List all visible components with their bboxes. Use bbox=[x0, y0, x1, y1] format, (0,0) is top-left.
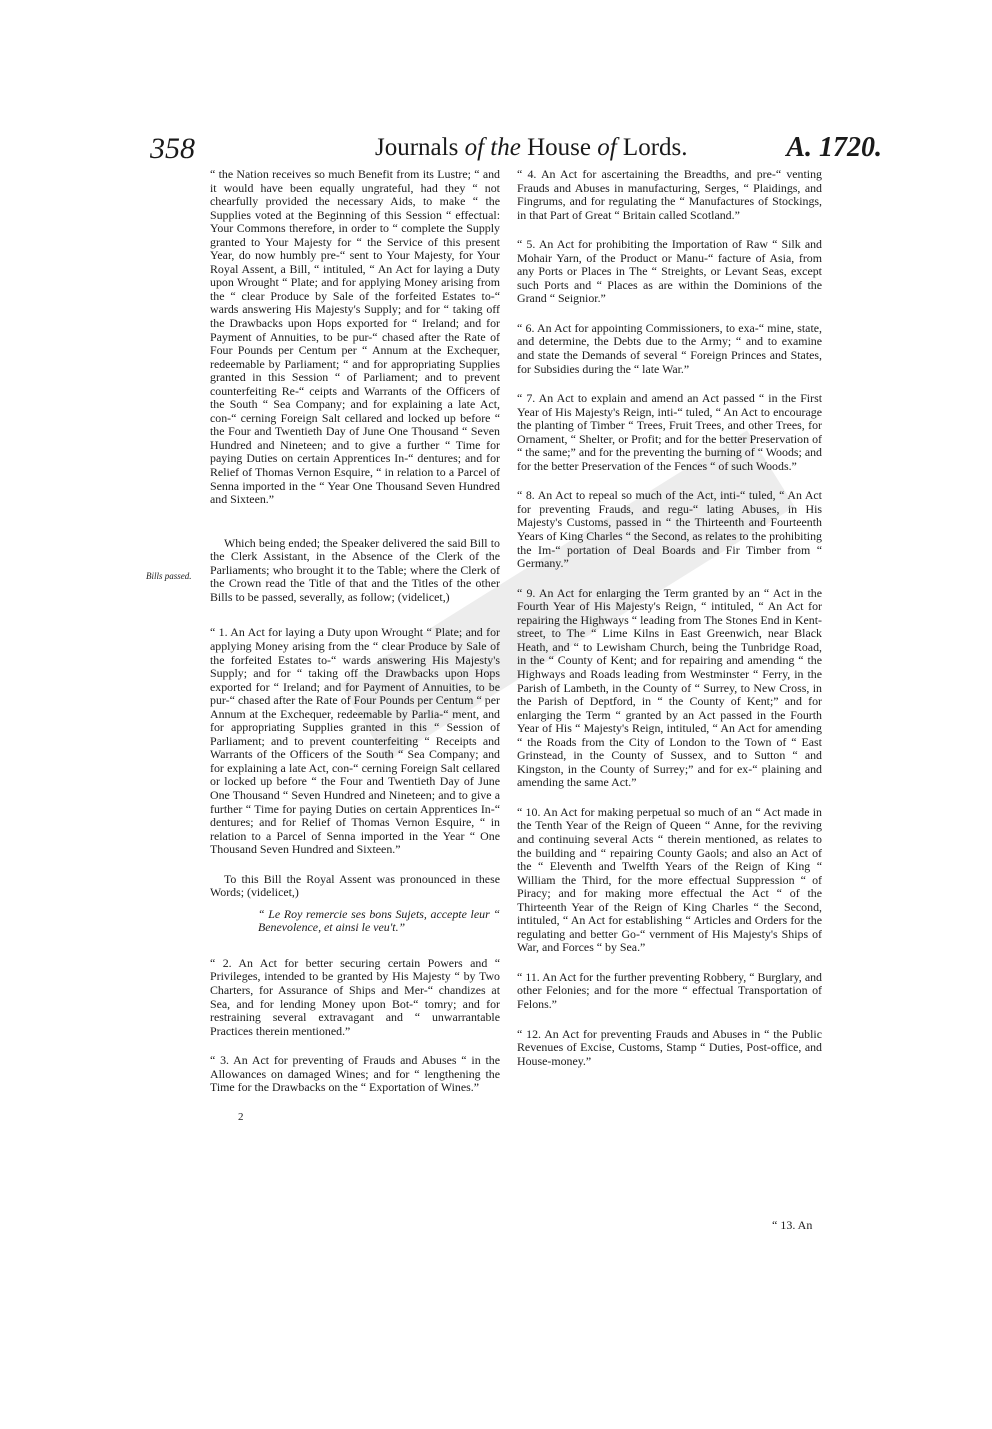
catchword: “ 13. An bbox=[772, 1218, 813, 1232]
act-9: “ 9. An Act for enlarging the Term granted by an “ Act in the Fourth Year of His Majesty's Reign, “ intituled, “ An Act for repairing the Highways “ leading from The Stones End in Kent-street, to The “ Lime Kilns in East Greenwich, near Black Heath, and “ to Lewisham Church, being the Tunbridge Road, in the “ County of Kent; and for repairing and amending “ the Highways and Roads leading from Westminster “ Ferry, in the Parish of Lambeth, in the County of “ Surrey, to New Cross, in the Parish of Deptford, in “ the County of Kent;” and for enlarging the Term “ granted by an Act passed in the Fourth Year of His “ Majesty's Reign, intituled, “ An Act for amending “ the Roads from the City of London to the Town of “ East Grinstead, in the County of Sussex, and to Sutton “ and Kingston, in the County of Surrey;” and for ex-“ plaining and amending the same Act.” bbox=[517, 585, 822, 790]
act-3: “ 3. An Act for preventing of Frauds and Abuses “ in the Allowances on damaged Wines; and for “ lengthening the Time for the Drawbacks on the “ Exportation of Wines.” bbox=[210, 1053, 500, 1095]
act-8: “ 8. An Act to repeal so much of the Act, inti-“ tuled, “ An Act for preventing Frauds, and regu-“ lating Abuses, in His Majesty's Customs, passed in “ the Thirteenth and Fourteenth Years of King Charles “ the Second, as relates to the prohibiting the Im-“ portation of Deal Boards and Fir Timber from “ Germany.” bbox=[517, 488, 822, 571]
act-10: “ 10. An Act for making perpetual so much of an “ Act made in the Tenth Year of the Reign of Queen “ Anne, for the reviving and continuing several Acts “ therein mentioned, as relates to the building and “ repairing County Gaols; and also an Act of the “ Eleventh and Twelfth Years of the Reign of King “ William the Third, for the more effectual Suppression “ of Piracy; and for making more effectual the Act “ of the Thirteenth Year of the Reign of King Charles “ the Second, intituled, “ An Act for establishing “ Articles and Orders for the regulating and better Go-“ vernment of His Majesty's Ships of War, and Forces “ by Sea.” bbox=[517, 804, 822, 955]
act-2: “ 2. An Act for better securing certain Powers and “ Privileges, intended to be granted by His Majesty “ by Two Charters, for Assurance of Ships and Mer-“ chandizes at Sea, and for lending Money upon Bot-“ tomry; and for restraining several extravagant and “ unwarrantable Practices therein mentioned.” bbox=[210, 955, 500, 1038]
act-7: “ 7. An Act to explain and amend an Act passed “ in the First Year of His Majesty's Reign, inti-“ tuled, “ An Act to encourage the planting of Timber “ Trees, Fruit Trees, and other Trees, for Ornament, “ Shelter, or Profit; and for the better Preservation of “ the same;” and for the preventing the burning of “ Woods; and for the better Preservation of the Fences “ of such Woods.” bbox=[517, 391, 822, 473]
act-6: “ 6. An Act for appointing Commissioners, to exa-“ mine, state, and determine, the Debts due to the Army; “ and to examine and state the Demands of several “ Foreign Princes and States, for Subsidies during the “ late War.” bbox=[517, 320, 822, 376]
royal-formula: “ Le Roy remercie ses bons Sujets, accepte leur “ Benevolence, et ainsi le veu't.” bbox=[258, 906, 500, 935]
running-title: Journals of the House of Lords. bbox=[375, 134, 688, 161]
signature-mark: 2 bbox=[238, 1110, 244, 1123]
narrative-paragraph: Which being ended; the Speaker delivered the said Bill to the Clerk Assistant, in the Absence of the Clerk of the Parliaments; who brought it to the Table; where the Clerk of the Crown read the Title of that and the Titles of the other Bills to be passed, severally, as follow; (videlicet,) bbox=[210, 535, 500, 604]
royal-assent-text: To this Bill the Royal Assent was pronounced in these Words; (videlicet,) bbox=[210, 871, 500, 900]
running-header bbox=[150, 132, 882, 172]
act-11: “ 11. An Act for the further preventing Robbery, “ Burglary, and other Felonies; and for the more “ effectual Transportation of Felons.” bbox=[517, 969, 822, 1011]
year-label: A. 1720. bbox=[786, 132, 882, 163]
act-12: “ 12. An Act for preventing Frauds and Abuses in “ the Public Revenues of Excise, Customs, Stamp “ Duties, Post-office, and House-money.” bbox=[517, 1026, 822, 1068]
continued-address: “ the Nation receives so much Benefit from its Lustre; “ and it would have been equally ungrateful, had they “ not chearfully provided the necessary Aids, to make “ the Supplies voted at the Beginning of this Session “ effectual: Your Commons therefore, in order to “ complete the Supply granted to Your Majesty for “ the Service of this present Year, do now humbly pre-“ sent to Your Majesty, for Your Royal Assent, a Bill, “ intituled, “ An Act for laying a Duty upon Wrought “ Plate; and for applying Money arising from the “ clear Produce by Sale of the forfeited Estates to-“ wards answering His Majesty's Supply; and for “ taking off the Drawbacks upon Hops exported for “ Ireland; and for Payment of Annuities, to be pur-“ chased after the Rate of Four Pounds per Centum per “ Annum at the Exchequer, redeemable by Parliament; “ and for appropriating Supplies granted in this Session “ of Parliament; and to prevent counterfeiting Re-“ ceipts and Warrants of the Officers of the South “ Sea Company; and for explaining a late Act, con-“ cerning Foreign Salt cellared and locked up before “ the Four and Twentieth Day of June One Thousand “ Seven Hundred and Nineteen; and to give a further “ Time for paying Duties on certain Apprentices In-“ dentures; and for Relief of Thomas Vernon Esquire, “ in relation to a Parcel of Senna imported in the “ Year One Thousand Seven Hundred and Sixteen.” bbox=[210, 167, 500, 507]
left-column bbox=[210, 168, 500, 1124]
page-number: 358 bbox=[150, 132, 195, 165]
margin-note: Bills passed. bbox=[146, 571, 192, 581]
act-1: “ 1. An Act for laying a Duty upon Wrought “ Plate; and for applying Money arising from the “ clear Produce by Sale of the forfeited Estates to-“ wards answering His Majesty's Supply; and for “ taking off the Drawbacks upon Hops exported for “ Ireland; and for Payment of Annuities, to be pur-“ chased after the Rate of Four Pounds per Centum “ per Annum at the Exchequer, redeemable by Parlia-“ ment, and for appropriating Supplies granted in this “ Session of Parliament; and to prevent counterfeiting “ Receipts and Warrants of the Officers of the South “ Sea Company; and for explaining a late Act, con-“ cerning Foreign Salt cellared or locked up before “ the Four and Twentieth Day of June One Thousand “ Seven Hundred and Nineteen; and to give a further “ Time for paying Duties on certain Apprentices In-“ dentures; and for Relief of Thomas Vernon Esquire, “ in relation to a Parcel of Senna imported in the Year “ One Thousand Seven Hundred and Sixteen.” bbox=[210, 625, 500, 857]
right-column bbox=[517, 168, 822, 1084]
act-4: “ 4. An Act for ascertaining the Breadths, and pre-“ venting Frauds and Abuses in manufacturing, Serges, “ Plaidings, and Fingrums, and for regulating the “ Manufactures of Stockings, in that Part of Great “ Britain called Scotland.” bbox=[517, 167, 822, 222]
act-5: “ 5. An Act for prohibiting the Importation of Raw “ Silk and Mohair Yarn, of the Product or Manu-“ facture of Asia, from any Ports or Places in The “ Streights, or Levant Seas, except such Ports and “ Places as are within the Dominions of the Grand “ Seignior.” bbox=[517, 237, 822, 306]
